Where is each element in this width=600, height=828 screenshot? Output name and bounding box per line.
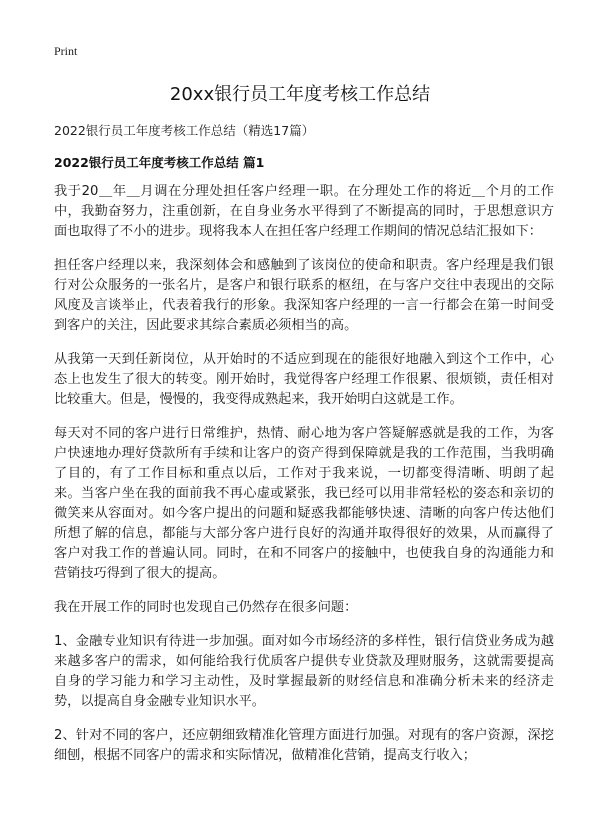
section-heading: 2022银行员工年度考核工作总结 篇1 [54, 155, 265, 170]
document-subtitle: 2022银行员工年度考核工作总结（精选17篇） [54, 123, 315, 138]
paragraph: 2、针对不同的客户，还应朝细致精准化管理方面进行加强。对现有的客户资源，深挖细刨，根据不同客户的需求和实际情况，做精准化营销，提高支行收入； [54, 728, 554, 763]
paragraph: 1、金融专业知识有待进一步加强。面对如今市场经济的多样性，银行信贷业务成为越来越多客户的需求，如何能给我行优质客户提供专业贷款及理财服务，这就需要提高自身的学习能力和学习主动性，及时掌握最新的财经信息和准确分析未来的经济走势，以提高自身金融专业知识水平。 [54, 634, 554, 709]
paragraph: 从我第一天到任新岗位，从开始时的不适应到现在的能很好地融入到这个工作中，心态上也发生了很大的转变。刚开始时，我觉得客户经理工作很累、很烦锁，责任相对比较重大。但是，慢慢的，我变得成熟起来，我开始明白这就是工作。 [54, 352, 554, 407]
paragraph: 我在开展工作的同时也发现自己仍然存在很多问题： [54, 600, 358, 615]
print-link[interactable]: Print [54, 44, 78, 58]
document-body [54, 182, 554, 780]
paragraph: 担任客户经理以来，我深刻体会和感触到了该岗位的使命和职责。客户经理是我们银行对公众服务的一张名片，是客户和银行联系的枢纽，在与客户交往中表现出的交际风度及言谈举止，代表着我行的形象。我深知客户经理的一言一行都会在第一时间受到客户的关注，因此要求其综合素质必须相当的高。 [54, 258, 554, 333]
paragraph: 我于20＿年＿月调在分理处担任客户经理一职。在分理处工作的将近＿个月的工作中，我勤奋努力，注重创新，在自身业务水平得到了不断提高的同时，于思想意识方面也取得了不小的进步。现将我本人在担任客户经理工作期间的情况总结汇报如下： [54, 184, 554, 239]
paragraph: 每天对不同的客户进行日常维护，热情、耐心地为客户答疑解惑就是我的工作，为客户快速地办理好贷款所有手续和让客户的资产得到保障就是我的工作范围，当我明确了目的，有了工作目标和重点以后，工作对于我来说，一切都变得清晰、明朗了起来。当客户坐在我的面前我不再心虚或紧张，我已经可以用非常轻松的姿态和亲切的微笑来从容面对。如今客户提出的问题和疑惑我都能够快速、清晰的向客户传达他们所想了解的信息，都能与大部分客户进行良好的沟通并取得很好的效果，从而赢得了客户对我工作的普遍认同。同时，在和不同客户的接触中，也使我自身的沟通能力和营销技巧得到了很大的提高。 [54, 426, 554, 581]
page-title: 20xx银行员工年度考核工作总结 [169, 84, 431, 105]
